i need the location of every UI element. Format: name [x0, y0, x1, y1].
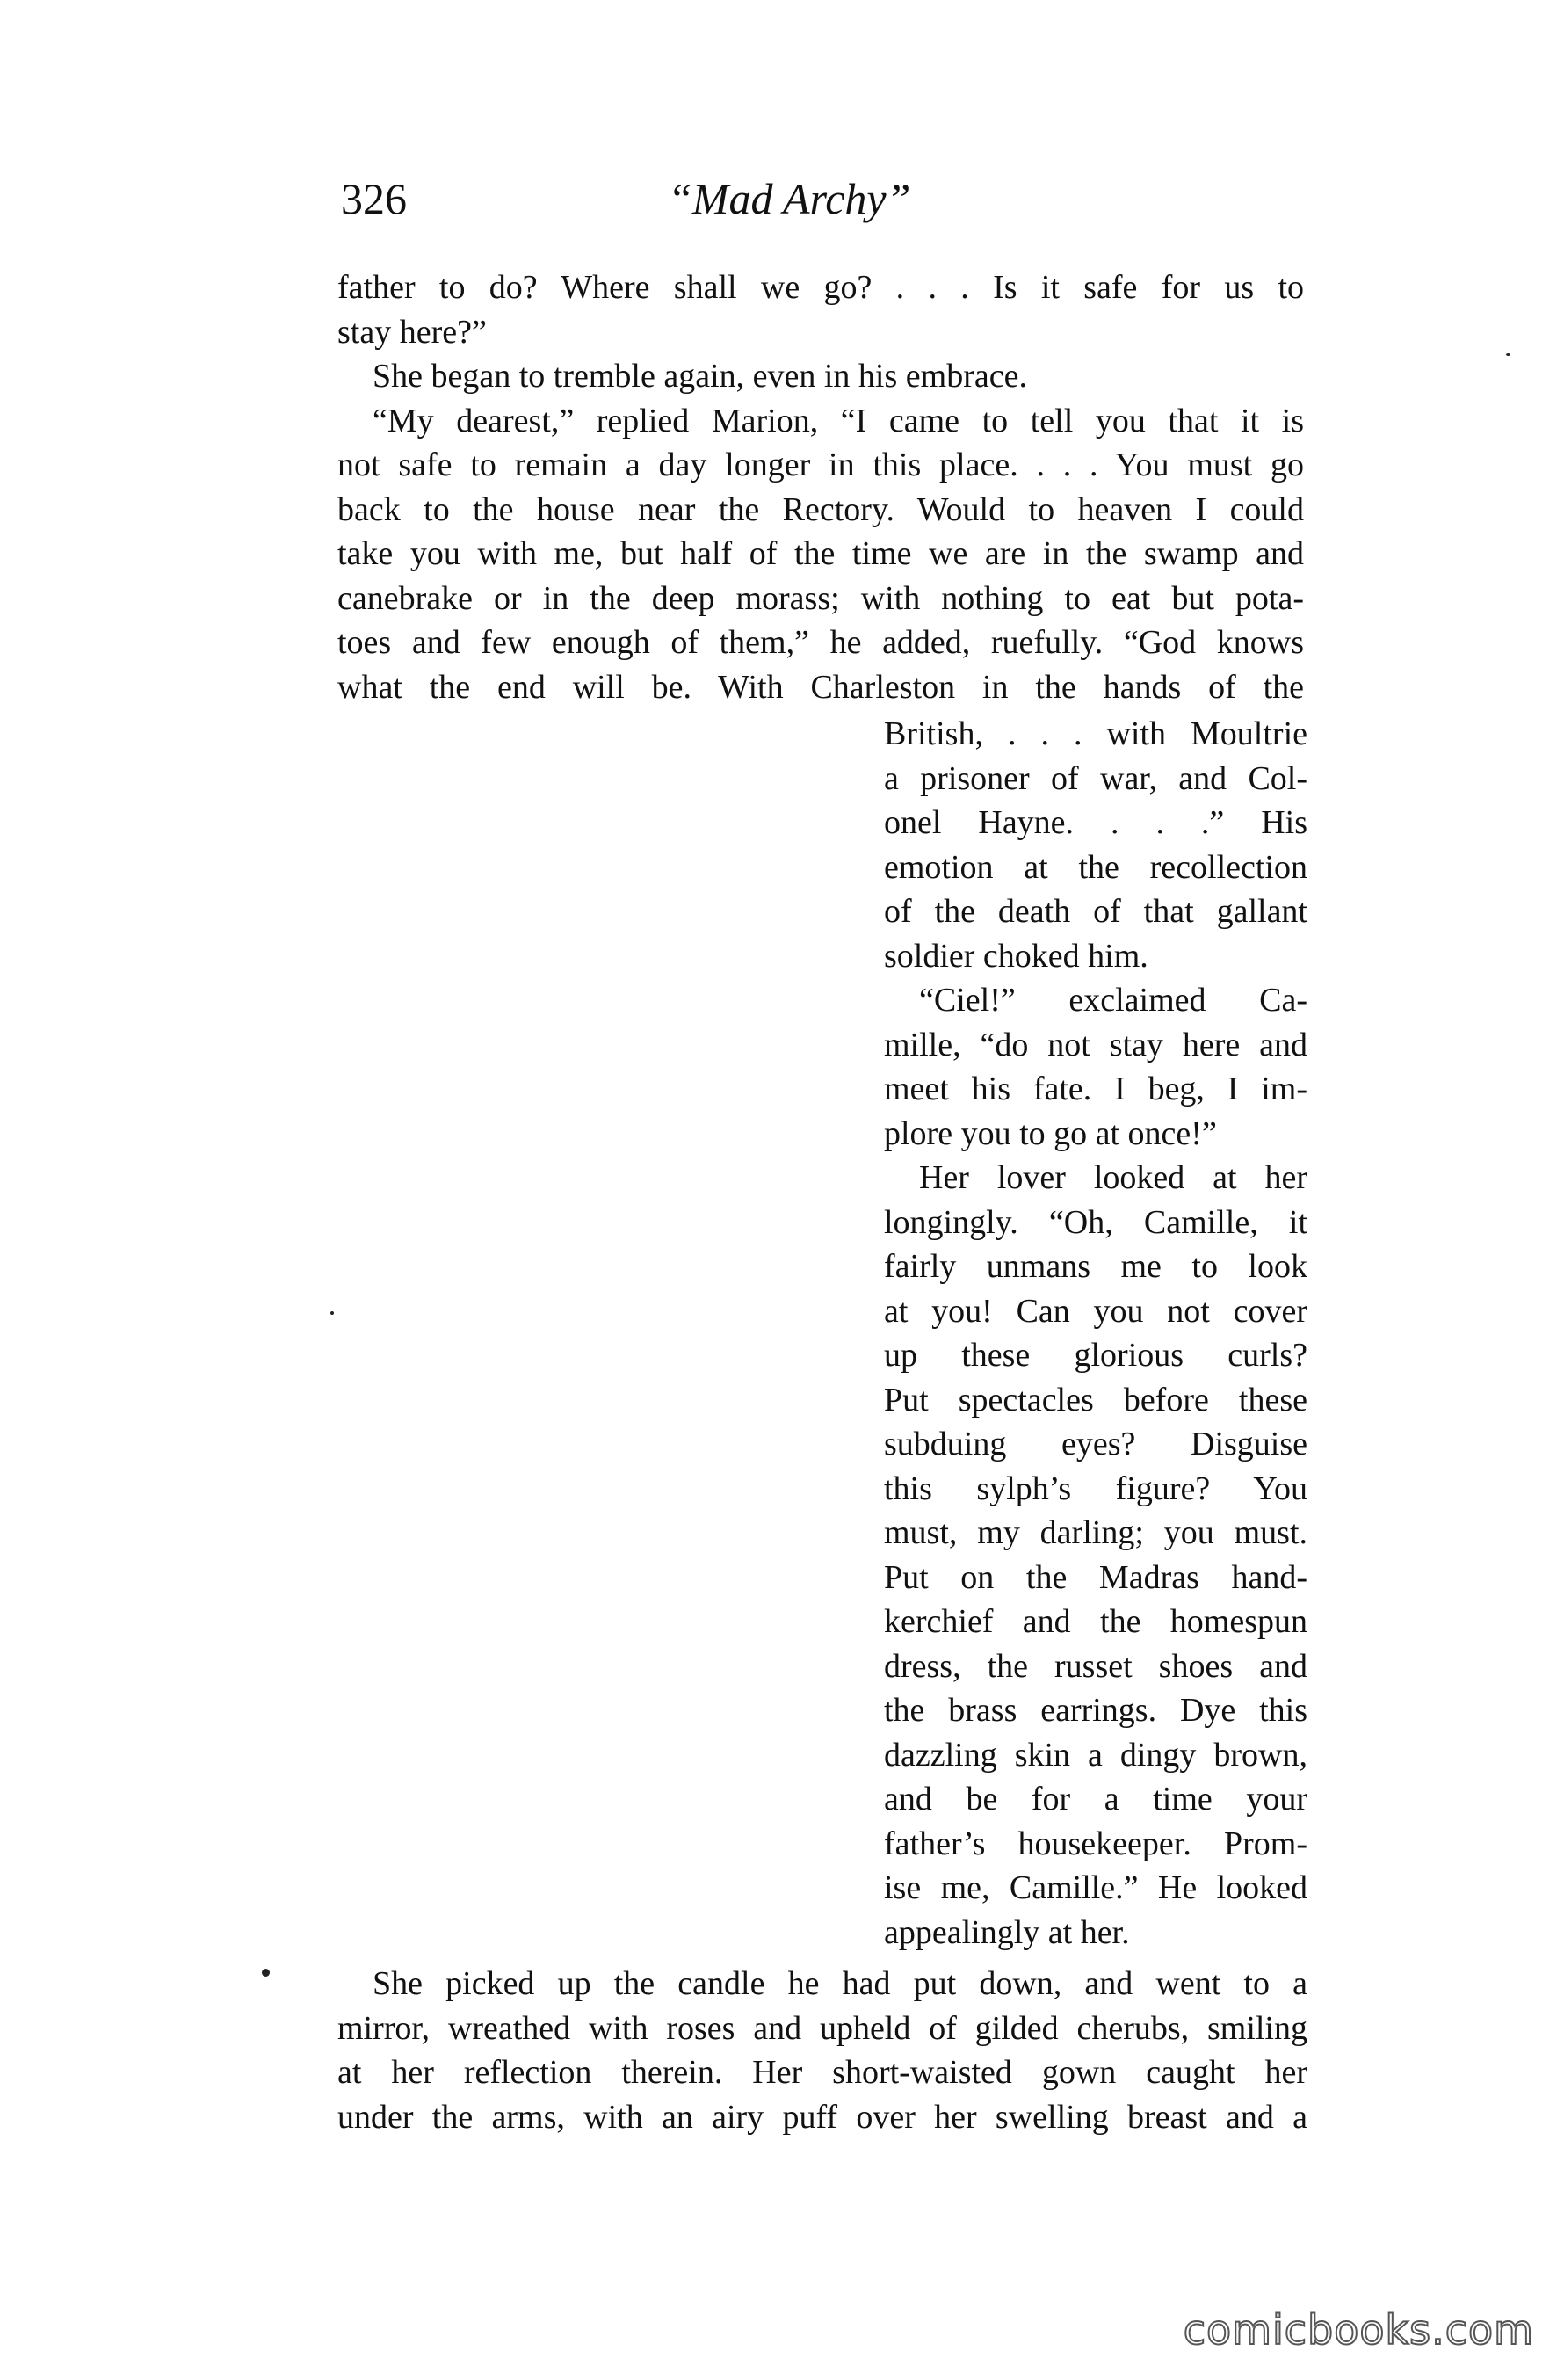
text-line: take you with me, but half of the time we are in the swamp and [337, 535, 1304, 572]
text-line: canebrake or in the deep morass; with nothing to eat but pota- [337, 579, 1304, 617]
text-line: father to do? Where shall we go? . . . Is it safe for us to [337, 269, 1304, 306]
text-line: Her lover looked at her [919, 1159, 1307, 1196]
text-line: and be for a time your [884, 1781, 1307, 1818]
text-line: fairly unmans me to look [884, 1248, 1307, 1285]
text-line: soldier choked him. [884, 937, 1148, 975]
text-line: this sylph’s figure? You [884, 1469, 1307, 1507]
text-line: dress, the russet shoes and [884, 1647, 1307, 1685]
ink-speck [1506, 353, 1510, 356]
text-line: Put on the Madras hand- [884, 1558, 1307, 1596]
text-line: dazzling skin a dingy brown, [884, 1736, 1307, 1774]
text-line: She began to tremble again, even in his embrace. [373, 358, 1027, 395]
text-line: stay here?” [337, 313, 487, 351]
text-line: at you! Can you not cover [884, 1292, 1307, 1330]
text-line: under the arms, with an airy puff over her swelling breast and a [337, 2098, 1307, 2136]
text-line: kerchief and the homespun [884, 1603, 1307, 1640]
text-line: mirror, wreathed with roses and upheld of gilded cherubs, smiling [337, 2009, 1307, 2047]
text-line: plore you to go at once!” [884, 1114, 1217, 1152]
text-line: toes and few enough of them,” he added, ruefully. “God knows [337, 624, 1304, 661]
text-line: mille, “do not stay here and [884, 1026, 1307, 1063]
text-line: up these glorious curls? [884, 1337, 1307, 1374]
text-line: the brass earrings. Dye this [884, 1692, 1307, 1729]
text-line: must, my darling; you must. [884, 1514, 1307, 1551]
text-line: subduing eyes? Disguise [884, 1426, 1307, 1462]
bottom-paragraph [337, 1962, 1307, 2139]
running-title: “Mad Archy” [668, 174, 911, 223]
ink-speck [262, 1969, 270, 1977]
text-line: longingly. “Oh, Camille, it [884, 1203, 1307, 1241]
watermark-logo: comicbooks.com [1183, 2306, 1534, 2354]
text-line: “My dearest,” replied Marion, “I came to tell you that it is [373, 402, 1304, 439]
text-line: She picked up the candle he had put down, and went to a [373, 1965, 1307, 2002]
text-line: emotion at the recollection [884, 848, 1307, 886]
page-number: 326 [341, 174, 407, 223]
text-line: British, . . . with Moultrie [884, 715, 1307, 752]
text-line: what the end will be. With Charleston in the hands of the [337, 668, 1304, 706]
text-line: of the death of that gallant [884, 893, 1307, 930]
text-line: ise me, Camille.” He looked [884, 1869, 1307, 1906]
text-line: a prisoner of war, and Col- [884, 759, 1307, 797]
text-line: “Ciel!” exclaimed Ca- [919, 982, 1307, 1019]
text-line: meet his fate. I beg, I im- [884, 1070, 1307, 1107]
text-line: onel Hayne. . . .” His [884, 804, 1307, 841]
narrow-column [884, 712, 1307, 1955]
text-line: back to the house near the Rectory. Would to heaven I could [337, 490, 1304, 528]
text-line: at her reflection therein. Her short-waisted gown caught her [337, 2054, 1307, 2091]
text-line: Put spectacles before these [884, 1381, 1307, 1419]
text-line: father’s housekeeper. Prom- [884, 1825, 1307, 1862]
text-line: appealingly at her. [884, 1913, 1130, 1951]
top-paragraphs [337, 265, 1304, 709]
text-line: not safe to remain a day longer in this place. . . . You must go [337, 446, 1304, 483]
ink-speck [330, 1311, 334, 1315]
